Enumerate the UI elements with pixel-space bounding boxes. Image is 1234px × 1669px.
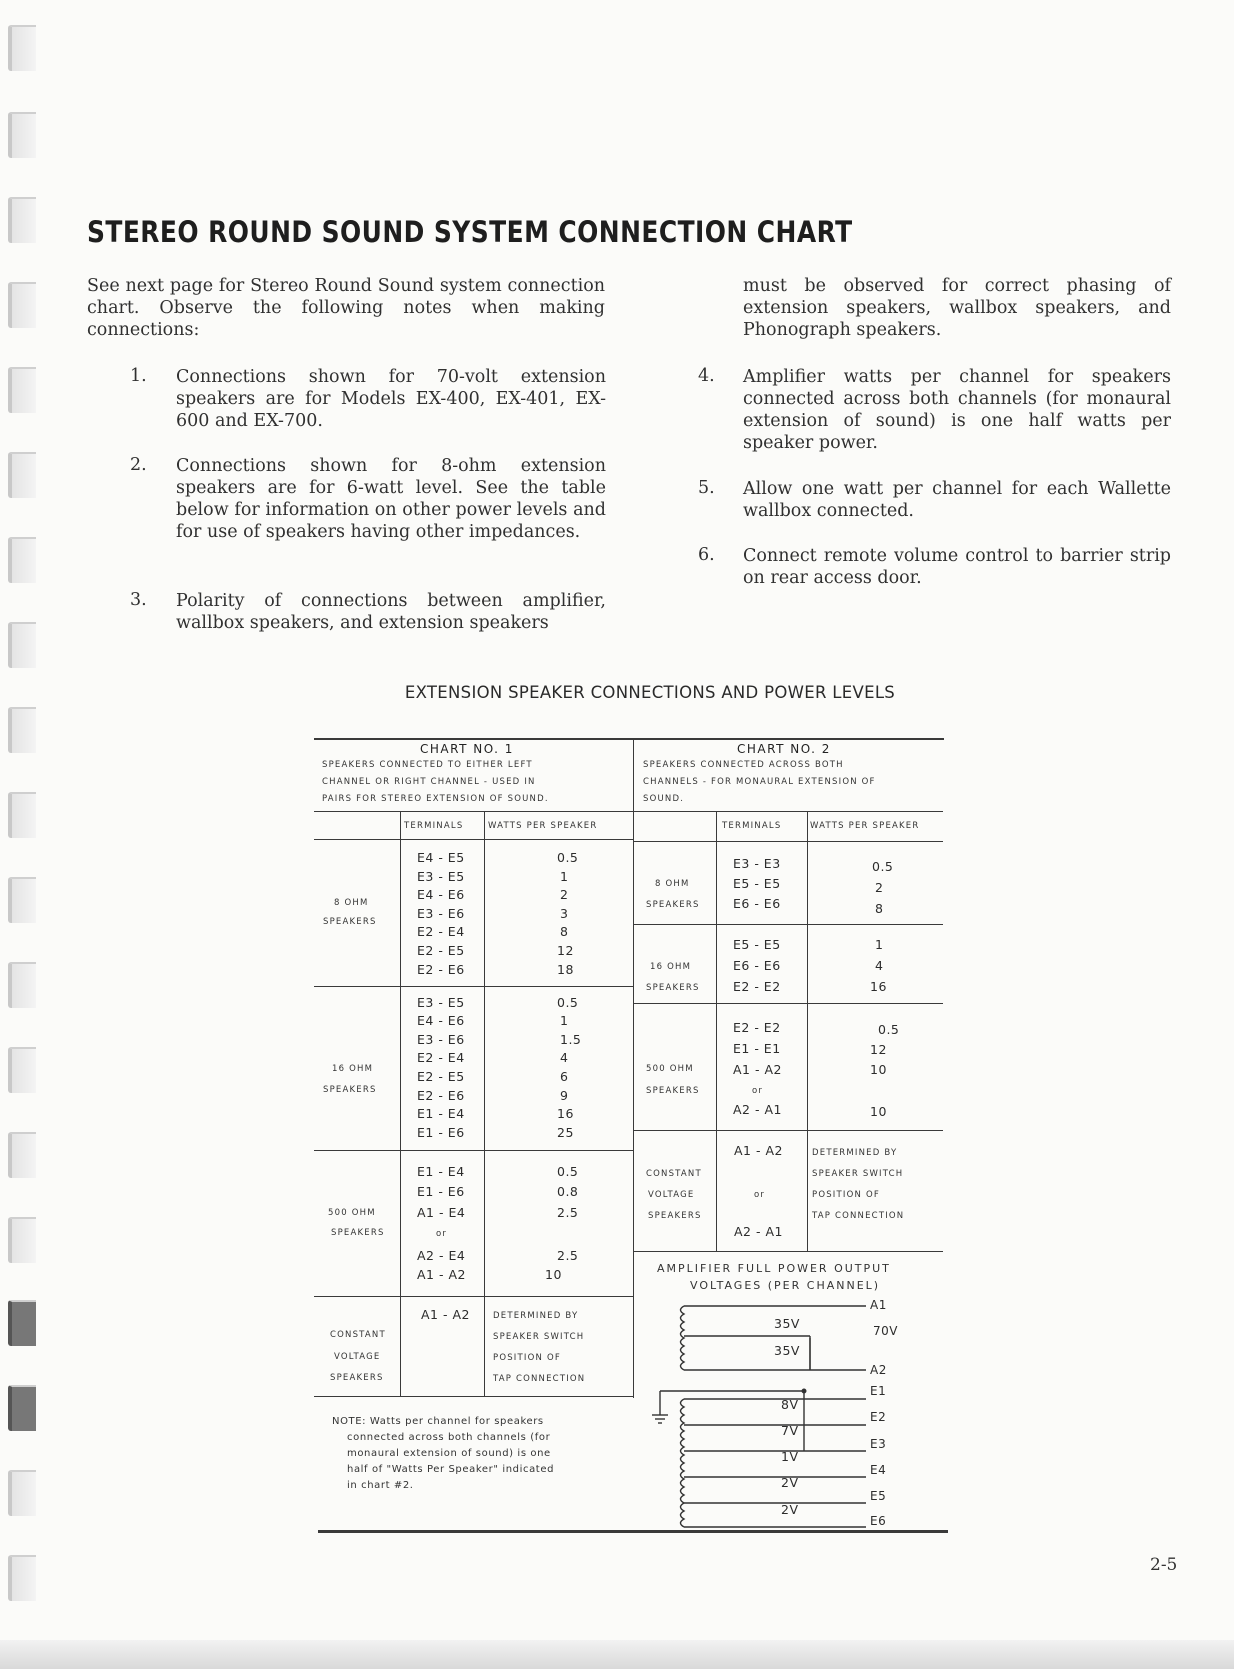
tap-label-a1: A1 [870,1298,887,1312]
chart1-terminal: A1 - A2 [417,1267,466,1282]
chart2-group-rule [633,1003,943,1004]
chart1-group-label: 500 OHM [328,1208,376,1218]
binder-hole [8,1132,36,1178]
chart2-group-label: 16 OHM [650,962,692,972]
chart1-terminal: E4 - E6 [417,1013,465,1028]
chart1-watts: 8 [560,924,569,939]
note-number: 4. [698,366,715,386]
chart1-terminal: E1 - E4 [417,1106,465,1121]
chart1-terminal: A2 - E4 [417,1248,466,1263]
chart2-constant-watts: POSITION OF [812,1190,880,1200]
chart1-constant-label: VOLTAGE [334,1352,381,1362]
chart1-watts: 25 [557,1125,574,1140]
note-text: Connect remote volume control to barrier strip on rear access door. [743,546,1171,588]
chart1-terminal: E3 - E6 [417,906,465,921]
chart1-watts: 10 [545,1267,562,1282]
chart2-watts: 16 [870,979,887,994]
tap-label-e4: E4 [870,1463,887,1477]
chart2-group-label: SPEAKERS [646,1086,700,1096]
chart2-terminal: A1 - A2 [733,1062,782,1077]
binder-hole [8,1047,36,1093]
chart1-group-label: 8 OHM [334,898,369,908]
note-text: Polarity of connections between amplifier, wallbox speakers, and extension speakers [176,591,606,633]
chart1-watts: 2.5 [557,1205,579,1220]
binder-hole [8,282,36,328]
chart1-watts: 9 [560,1088,569,1103]
chart2-group-label: 500 OHM [646,1064,694,1074]
tap-label-70v: 70V [873,1324,898,1338]
chart1-terminal: E2 - E6 [417,962,465,977]
chart2-terminal: E2 - E2 [733,1020,781,1035]
tap-label-e6: E6 [870,1514,887,1528]
chart1-constant-terminals: A1 - A2 [421,1307,470,1322]
binder-hole [8,877,36,923]
chart1-terminal: E2 - E5 [417,1069,465,1084]
chart1-watts: 4 [560,1050,569,1065]
chart2-group-label: SPEAKERS [646,983,700,993]
chart2-col-terminals: TERMINALS [722,821,782,831]
chart1-group-rule [314,1296,634,1297]
binder-hole [8,792,36,838]
voltage-label: 1V [781,1449,799,1464]
binder-hole [8,1300,36,1346]
chart2-watts: 1 [875,937,884,952]
chart1-col-terminals: TERMINALS [404,821,464,831]
tap-label-e5: E5 [870,1489,887,1503]
chart1-watts: 0.5 [557,850,579,865]
tap-label-e2: E2 [870,1410,887,1424]
note-3-continued: must be observed for correct phasing of extension speakers, wallbox speakers, and Phonograph speakers. [743,276,1171,340]
chart2-group-rule [633,924,943,925]
chart2-group-rule [633,1130,943,1131]
chart2-watts: 10 [870,1062,887,1077]
binder-hole [8,537,36,583]
chart2-constant-watts: DETERMINED BY [812,1148,898,1158]
chart1-group-label: 16 OHM [332,1064,374,1074]
chart2-terminal: A2 - A1 [733,1102,782,1117]
chart1-group-label: SPEAKERS [331,1228,385,1238]
section-caption: EXTENSION SPEAKER CONNECTIONS AND POWER LEVELS [404,683,896,702]
chart1-terminal: E2 - E4 [417,1050,465,1065]
chart1-note-line: half of "Watts Per Speaker" indicated [347,1464,555,1475]
upper-winding [681,1306,685,1370]
chart2-terminal: E3 - E3 [733,856,781,871]
chart2-header-rule [633,811,943,812]
chart1-title: CHART NO. 1 [420,742,514,756]
binder-hole [8,622,36,668]
scan-bottom-edge [0,1640,1234,1669]
note-text: Allow one watt per channel for each Wallette wallbox connected. [743,479,1171,521]
binder-hole [8,25,36,71]
chart2-colhead-rule [633,841,943,842]
chart2-terminal: E6 - E6 [733,896,781,911]
binder-hole [8,112,36,158]
chart1-watts: 12 [557,943,574,958]
chart1-terminal: E1 - E4 [417,1164,465,1179]
chart1-watts: 0.5 [557,1164,579,1179]
chart1-desc-line: PAIRS FOR STEREO EXTENSION OF SOUND. [322,794,549,804]
chart2-terminal: E5 - E5 [733,876,781,891]
chart1-terminal: E1 - E6 [417,1184,465,1199]
chart1-watts: 2 [560,887,569,902]
chart1-desc-line: SPEAKERS CONNECTED TO EITHER LEFT [322,760,533,770]
chart1-terminal: E3 - E5 [417,869,465,884]
chart1-group-label: SPEAKERS [323,1085,377,1095]
chart1-watts: 1 [560,869,569,884]
chart2-title: CHART NO. 2 [737,742,831,756]
chart2-col-rule [807,811,808,1251]
chart2-desc-line: SPEAKERS CONNECTED ACROSS BOTH [643,760,844,770]
chart1-watts: 0.5 [557,995,579,1010]
binder-hole [8,1470,36,1516]
chart1-colhead-rule [314,839,634,840]
tap-label-e1: E1 [870,1384,887,1398]
chart1-note-line: connected across both channels (for [347,1432,551,1443]
chart1-col-rule [484,811,485,1396]
note-text: Connections shown for 70-volt extension speakers are for Models EX-400, EX-401, EX-600 and EX-700. [176,367,606,431]
chart2-watts: 2 [875,880,884,895]
tap-label-a2: A2 [870,1363,887,1377]
chart2-bottom-rule [633,1251,943,1252]
chart2-watts: 8 [875,901,884,916]
chart2-constant-watts: TAP CONNECTION [812,1211,905,1221]
page-title: STEREO ROUND SOUND SYSTEM CONNECTION CHART [87,215,853,249]
table-top-rule [314,738,944,740]
chart2-col-rule [716,811,717,1251]
chart2-terminal: E6 - E6 [733,958,781,973]
chart2-group-label: 8 OHM [655,879,690,889]
chart2-constant-terminals: or [754,1190,766,1200]
chart2-desc-line: SOUND. [643,794,685,804]
chart1-constant-watts: DETERMINED BY [493,1311,579,1321]
chart2-constant-label: SPEAKERS [648,1211,702,1221]
chart1-watts: 1.5 [560,1032,582,1047]
chart1-constant-watts: SPEAKER SWITCH [493,1332,585,1342]
note-number: 1. [130,366,147,386]
chart1-bottom-rule [314,1396,634,1397]
chart1-header-rule [314,811,634,812]
binder-hole [8,197,36,243]
chart1-terminal: or [436,1229,448,1239]
chart1-terminal: A1 - E4 [417,1205,466,1220]
chart1-terminal: E1 - E6 [417,1125,465,1140]
diagram-caption: VOLTAGES (PER CHANNEL) [690,1279,881,1292]
voltage-label: 2V [781,1475,799,1490]
chart1-group-rule [314,1150,634,1151]
chart1-constant-watts: POSITION OF [493,1353,561,1363]
binder-hole [8,1385,36,1431]
chart1-terminal: E3 - E6 [417,1032,465,1047]
binder-hole [8,1555,36,1601]
chart1-constant-watts: TAP CONNECTION [493,1374,586,1384]
chart1-terminal: E4 - E5 [417,850,465,865]
chart2-constant-terminals: A2 - A1 [734,1224,783,1239]
chart1-watts: 1 [560,1013,569,1028]
chart2-terminal: E2 - E2 [733,979,781,994]
binder-hole [8,452,36,498]
note-text: Amplifier watts per channel for speakers connected across both channels (for monaural extension of sound) is one half watts per speaker power. [743,367,1171,453]
chart1-terminal: E2 - E5 [417,943,465,958]
chart1-group-rule [314,986,634,987]
page-number: 2-5 [1150,1555,1178,1575]
chart2-col-watts: WATTS PER SPEAKER [810,821,920,831]
chart1-terminal: E4 - E6 [417,887,465,902]
chart1-col-watts: WATTS PER SPEAKER [488,821,598,831]
note-text: Connections shown for 8-ohm extension speakers are for 6-watt level. See the table below for information on other power levels and for use of speakers having other impedances. [176,456,606,542]
chart1-watts: 6 [560,1069,569,1084]
diagram-caption: AMPLIFIER FULL POWER OUTPUT [657,1262,891,1275]
chart1-watts: 3 [560,906,569,921]
voltage-label: 35V [774,1316,800,1331]
chart1-terminal: E3 - E5 [417,995,465,1010]
chart2-terminal: or [752,1086,764,1096]
note-number: 5. [698,478,715,498]
chart2-watts: 4 [875,958,884,973]
note-number: 2. [130,455,147,475]
chart1-col-rule [400,811,401,1396]
chart2-constant-label: VOLTAGE [648,1190,695,1200]
chart1-watts: 0.8 [557,1184,579,1199]
tap-label-e3: E3 [870,1437,887,1451]
chart2-watts: 0.5 [872,859,894,874]
chart1-note-line: NOTE: Watts per channel for speakers [332,1416,544,1427]
voltage-label: 35V [774,1343,800,1358]
table-divider [633,738,634,1398]
binder-hole [8,1217,36,1263]
voltage-label: 2V [781,1502,799,1517]
lower-winding [681,1399,685,1527]
chart1-note-line: in chart #2. [347,1480,414,1491]
chart1-constant-label: CONSTANT [330,1330,386,1340]
chart1-group-label: SPEAKERS [323,917,377,927]
chart2-watts: 12 [870,1042,887,1057]
note-number: 6. [698,545,715,565]
chart1-constant-label: SPEAKERS [330,1373,384,1383]
chart2-watts: 0.5 [878,1022,900,1037]
chart1-watts: 18 [557,962,574,977]
voltage-label: 8V [781,1397,799,1412]
chart2-terminal: E5 - E5 [733,937,781,952]
chart1-watts: 16 [557,1106,574,1121]
chart1-watts: 2.5 [557,1248,579,1263]
note-number: 3. [130,590,147,610]
binder-hole [8,367,36,413]
chart1-note-line: monaural extension of sound) is one [347,1448,551,1459]
chart1-desc-line: CHANNEL OR RIGHT CHANNEL - USED IN [322,777,536,787]
chart2-constant-terminals: A1 - A2 [734,1143,783,1158]
binder-hole [8,707,36,753]
chart1-terminal: E2 - E6 [417,1088,465,1103]
chart2-terminal: E1 - E1 [733,1041,781,1056]
chart2-watts: 10 [870,1104,887,1119]
intro-paragraph: See next page for Stereo Round Sound system connection chart. Observe the following notes when making connections: [87,276,605,340]
binder-hole [8,962,36,1008]
chart2-constant-label: CONSTANT [646,1169,702,1179]
voltage-label: 7V [781,1423,799,1438]
chart1-terminal: E2 - E4 [417,924,465,939]
chart2-constant-watts: SPEAKER SWITCH [812,1169,904,1179]
chart2-desc-line: CHANNELS - FOR MONAURAL EXTENSION OF [643,777,876,787]
chart2-group-label: SPEAKERS [646,900,700,910]
